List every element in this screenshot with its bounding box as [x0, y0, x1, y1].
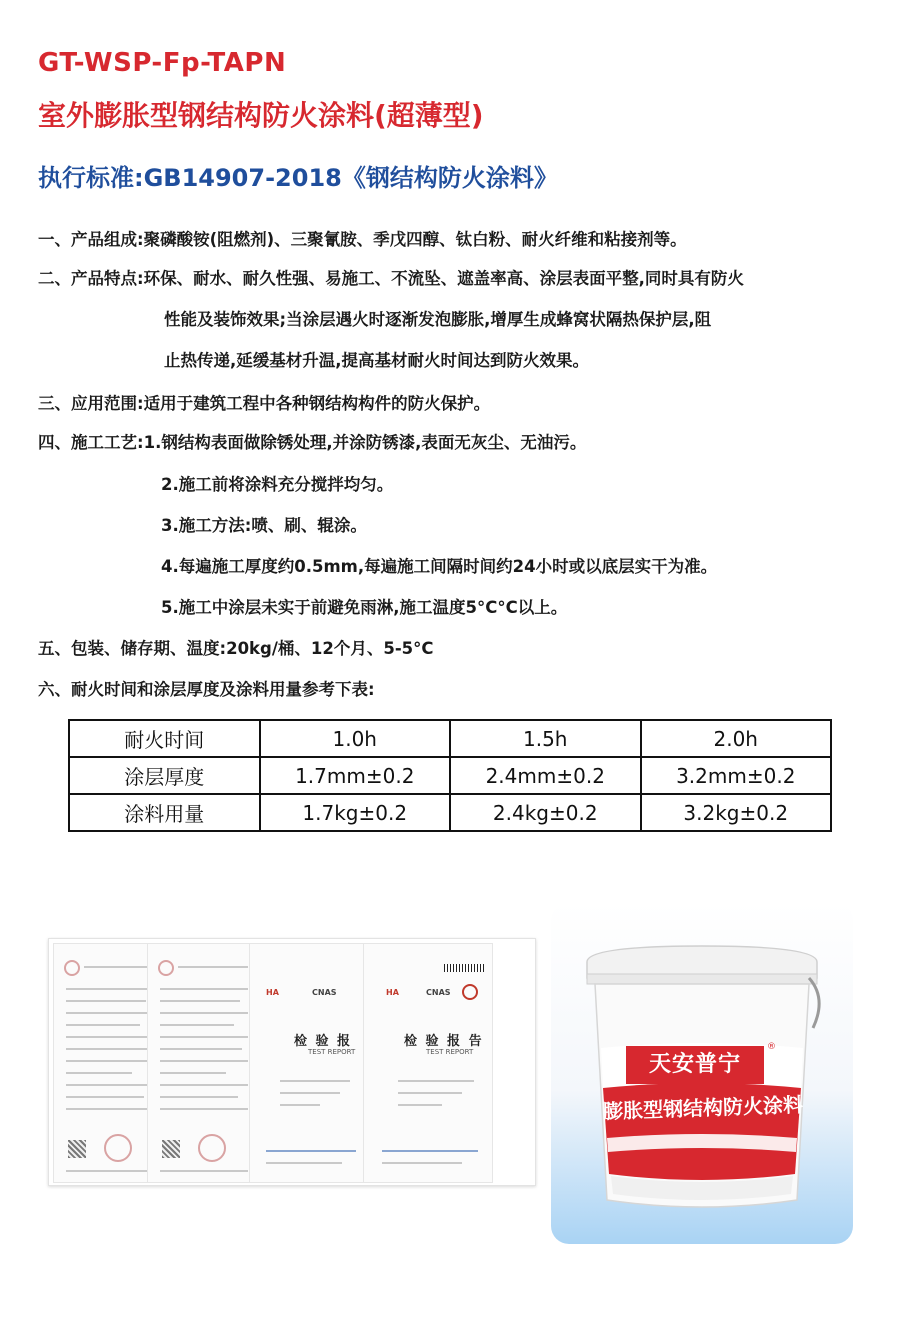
features-line-3: 止热传递,延缓基材升温,提高基材耐火时间达到防火效果。: [164, 351, 590, 370]
standard-line: 执行标准:GB14907-2018《钢结构防火涂料》: [38, 164, 558, 192]
certificates-image: [48, 938, 536, 1186]
process-step-5: 5.施工中涂层未实于前避免雨淋,施工温度5°C°C以上。: [161, 598, 568, 617]
qr-code-icon: [68, 1140, 86, 1158]
qr-code-icon: [162, 1140, 180, 1158]
table-cell: 2.0h: [641, 720, 832, 757]
test-report-doc: [363, 943, 493, 1183]
test-report-doc: [249, 943, 367, 1183]
spec-table: [68, 719, 832, 832]
seal-icon: [64, 960, 80, 976]
table-row: [69, 720, 831, 757]
report-subtitle: TEST REPORT: [426, 1048, 474, 1056]
table-cell: 2.4mm±0.2: [450, 757, 641, 794]
cnas-logo-icon: CNAS: [426, 988, 451, 997]
report-title: 检 验 报: [294, 1034, 353, 1049]
bucket-product-name: 膨胀型钢结构防火涂料: [602, 1092, 804, 1124]
table-cell: 2.4kg±0.2: [450, 794, 641, 831]
table-cell: 涂料用量: [69, 794, 260, 831]
table-cell: 耐火时间: [69, 720, 260, 757]
stamp-icon: [104, 1134, 132, 1162]
table-cell: 3.2kg±0.2: [641, 794, 832, 831]
packaging-line: 五、包装、储存期、温度:20kg/桶、12个月、5-5°C: [38, 639, 434, 658]
brand-label: 天安普宁: [626, 1046, 764, 1084]
ilac-logo-icon: HA: [386, 988, 399, 997]
cnas-logo-icon: CNAS: [312, 988, 337, 997]
process-step-3: 3.施工方法:喷、刷、辊涂。: [161, 516, 367, 535]
report-title: 检 验 报 告: [404, 1034, 484, 1049]
registered-mark: ®: [767, 1042, 776, 1052]
table-cell: 1.0h: [260, 720, 451, 757]
application-line: 三、应用范围:适用于建筑工程中各种钢结构构件的防火保护。: [38, 394, 491, 413]
model-title: GT-WSP-Fp-TAPN: [38, 48, 287, 78]
features-line-1: 二、产品特点:环保、耐水、耐久性强、易施工、不流坠、遮盖率高、涂层表面平整,同时具有防火: [38, 269, 744, 288]
stamp-icon: [198, 1134, 226, 1162]
composition-line: 一、产品组成:聚磷酸铵(阻燃剂)、三聚氰胺、季戊四醇、钛白粉、耐火纤维和粘接剂等。: [38, 230, 687, 249]
table-cell: 1.7mm±0.2: [260, 757, 451, 794]
table-cell: 3.2mm±0.2: [641, 757, 832, 794]
ilac-logo-icon: HA: [266, 988, 279, 997]
report-subtitle: TEST REPORT: [308, 1048, 356, 1056]
table-cell: 1.7kg±0.2: [260, 794, 451, 831]
barcode-icon: [444, 964, 484, 972]
cma-logo-icon: [462, 984, 478, 1000]
certificate-doc: [147, 943, 259, 1183]
product-bucket-image: [551, 902, 853, 1244]
table-row: [69, 794, 831, 831]
table-row: [69, 757, 831, 794]
table-intro-line: 六、耐火时间和涂层厚度及涂料用量参考下表:: [38, 680, 375, 699]
paint-bucket: [581, 938, 823, 1218]
table-cell: 涂层厚度: [69, 757, 260, 794]
features-line-2: 性能及装饰效果;当涂层遇火时逐渐发泡膨胀,增厚生成蜂窝状隔热保护层,阻: [164, 310, 712, 329]
table-cell: 1.5h: [450, 720, 641, 757]
process-step-2: 2.施工前将涂料充分搅拌均匀。: [161, 475, 394, 494]
process-step-1: 四、施工工艺:1.钢结构表面做除锈处理,并涂防锈漆,表面无灰尘、无油污。: [38, 433, 587, 452]
seal-icon: [158, 960, 174, 976]
product-title: 室外膨胀型钢结构防火涂料(超薄型): [38, 99, 484, 132]
process-step-4: 4.每遍施工厚度约0.5mm,每遍施工间隔时间约24小时或以底层实干为准。: [161, 557, 718, 576]
